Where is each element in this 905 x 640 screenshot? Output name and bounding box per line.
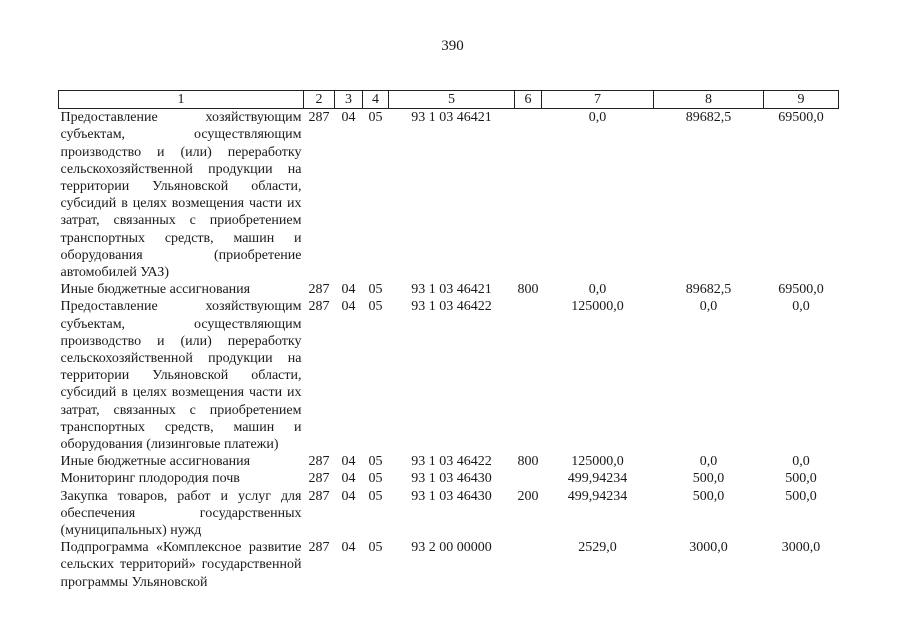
row-value-1: 2529,0 bbox=[578, 540, 617, 556]
row-rz: 04 bbox=[341, 471, 356, 487]
header-row bbox=[59, 91, 839, 109]
row-vr bbox=[515, 539, 542, 591]
header-col-5: 5 bbox=[389, 91, 515, 109]
row-grbs: 287 bbox=[308, 110, 330, 126]
row-value-1: 0,0 bbox=[588, 282, 607, 298]
row-value-3: 69500,0 bbox=[778, 282, 824, 298]
row-value-2: 3000,0 bbox=[689, 540, 728, 556]
row-csr: 93 1 03 46421 bbox=[411, 110, 492, 126]
row-value-3: 0,0 bbox=[792, 299, 810, 315]
row-value-2: 89682,5 bbox=[685, 110, 732, 126]
table-row bbox=[59, 281, 839, 298]
row-name: Иные бюджетные ассигнования bbox=[60, 282, 251, 298]
row-value-3: 500,0 bbox=[785, 471, 817, 487]
row-value-2: 0,0 bbox=[699, 454, 718, 470]
row-csr: 93 1 03 46430 bbox=[411, 488, 492, 504]
row-rz: 04 bbox=[341, 299, 356, 315]
row-grbs: 287 bbox=[308, 299, 330, 315]
header-col-7: 7 bbox=[542, 91, 654, 109]
row-value-1: 499,94234 bbox=[567, 471, 628, 487]
row-pr: 05 bbox=[368, 488, 383, 504]
row-vr: 800 bbox=[517, 454, 539, 470]
table-row bbox=[59, 453, 839, 470]
budget-table bbox=[58, 90, 839, 591]
row-pr: 05 bbox=[368, 454, 383, 470]
row-value-1: 0,0 bbox=[588, 110, 607, 126]
row-value-2: 0,0 bbox=[699, 299, 718, 315]
row-csr: 93 1 03 46422 bbox=[411, 454, 492, 470]
row-value-3: 3000,0 bbox=[781, 540, 821, 556]
header-col-4: 4 bbox=[363, 91, 389, 109]
row-value-2: 500,0 bbox=[692, 488, 725, 504]
row-grbs: 287 bbox=[308, 488, 330, 504]
row-rz: 04 bbox=[341, 110, 356, 126]
header-col-2: 2 bbox=[304, 91, 335, 109]
page-number: 390 bbox=[441, 38, 464, 54]
row-grbs: 287 bbox=[308, 471, 330, 487]
row-pr: 05 bbox=[368, 282, 383, 298]
row-value-3: 69500,0 bbox=[778, 110, 824, 126]
row-rz: 04 bbox=[341, 282, 356, 298]
header-col-1: 1 bbox=[59, 91, 304, 109]
table-row bbox=[59, 298, 839, 453]
header-col-8: 8 bbox=[654, 91, 764, 109]
row-vr bbox=[515, 298, 542, 453]
row-value-1: 499,94234 bbox=[567, 488, 628, 504]
row-pr: 05 bbox=[368, 299, 383, 315]
row-pr: 05 bbox=[368, 471, 383, 487]
table-row bbox=[59, 488, 839, 540]
header-col-9: 9 bbox=[764, 91, 839, 109]
row-csr: 93 1 03 46421 bbox=[411, 282, 492, 298]
row-pr: 05 bbox=[368, 110, 383, 126]
table-row bbox=[59, 109, 839, 282]
row-csr: 93 2 00 00000 bbox=[411, 540, 492, 556]
row-grbs: 287 bbox=[308, 454, 330, 470]
row-name: Предоставление хозяйствующим субъектам, осуществляющим производство и (или) переработку сельскохозяйственной продукции на территории Ульяновской области, субсидий в целях возмещения части их затрат, связанных с приобретением транспортных средств, машин и оборудования (приобретение автомобилей УАЗ) bbox=[60, 110, 302, 281]
row-name: Предоставление хозяйствующим субъектам, осуществляющим производство и (или) переработку сельскохозяйственной продукции на территории Ульяновской области, субсидий в целях возмещения части их затрат, связанных с приобретением транспортных средств, машин и оборудования (лизинговые платежи) bbox=[60, 299, 302, 453]
row-csr: 93 1 03 46422 bbox=[411, 299, 492, 315]
row-vr bbox=[515, 109, 542, 282]
header-col-6: 6 bbox=[515, 91, 542, 109]
row-pr: 05 bbox=[368, 540, 383, 556]
row-name: Подпрограмма «Комплексное развитие сельских территорий» государственной программы Ульяновской bbox=[60, 540, 302, 590]
row-csr: 93 1 03 46430 bbox=[411, 471, 492, 487]
row-rz: 04 bbox=[341, 540, 356, 556]
row-rz: 04 bbox=[341, 454, 356, 470]
row-name: Закупка товаров, работ и услуг для обеспечения государственных (муниципальных) нужд bbox=[60, 488, 302, 539]
row-rz: 04 bbox=[341, 488, 356, 504]
row-vr bbox=[515, 470, 542, 487]
row-grbs: 287 bbox=[308, 540, 330, 556]
row-value-3: 500,0 bbox=[785, 488, 817, 504]
table-row bbox=[59, 539, 839, 591]
row-vr: 800 bbox=[517, 282, 539, 298]
row-vr: 200 bbox=[517, 488, 539, 504]
row-value-1: 125000,0 bbox=[571, 299, 624, 315]
row-grbs: 287 bbox=[308, 282, 330, 298]
row-value-2: 500,0 bbox=[692, 471, 725, 487]
row-name: Иные бюджетные ассигнования bbox=[60, 454, 251, 470]
row-value-3: 0,0 bbox=[792, 454, 810, 470]
row-value-1: 125000,0 bbox=[571, 454, 624, 470]
header-col-3: 3 bbox=[335, 91, 363, 109]
row-value-2: 89682,5 bbox=[685, 282, 732, 298]
table-row bbox=[59, 470, 839, 487]
row-name: Мониторинг плодородия почв bbox=[60, 471, 240, 487]
